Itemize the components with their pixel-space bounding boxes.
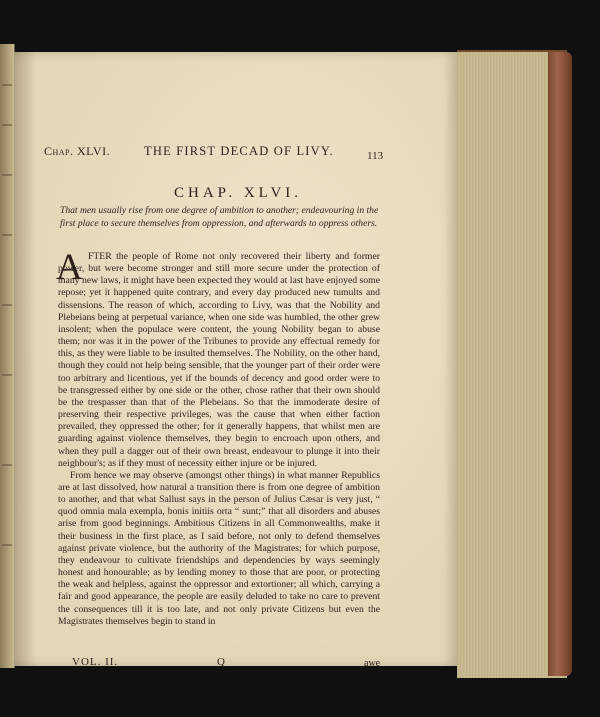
book-page: [14, 52, 457, 669]
volume-signature: VOL. II.: [72, 656, 119, 668]
book-cover: [548, 52, 572, 676]
paragraph-2: From hence we may observe (amongst other things) in what manner Republics are at last dissolved, how natural a transition there is from one degree of ambition to another, and that what Sallust says in the person of Julius Cæsar is very just, “ quod omnia mala exempla, bonis initiis orta “ sunt;” that all disorders and abuses arise from good beginnings. Ambitious Citizens in all Commonwealths, make it their business in the first place, as I said before, not only to defend themselves against private violence, but the authority of the Magistrates; for which purpose, they endeavour to cultivate friendships and dependencies by ways seemingly honest and honourable; as by lending money to those that are poor, or protecting the weak and helpless, against the oppressor and extortioner; all which, carrying a fair and good appearance, the people are easily deluded to take no care to prevent the consequences till it is too late, and not only private Citizens but even the Magistrates themselves begin to stand in: [58, 469, 380, 627]
running-header: [44, 144, 404, 162]
chapter-summary: That men usually rise from one degree of ambition to another; endeavouring in the first place to secure themselves from oppression, and afterwards to oppress others.: [60, 205, 379, 229]
gathering-signature: Q: [217, 656, 225, 668]
body-text: [56, 247, 380, 628]
running-chapter: Chap. XLVI.: [44, 144, 111, 158]
running-title: THE FIRST DECAD OF LIVY.: [144, 144, 334, 158]
facing-page-edge: [0, 44, 15, 668]
drop-cap: A: [56, 247, 83, 288]
chapter-heading: CHAP. XLVI.: [174, 185, 303, 201]
catchword: awe: [364, 658, 381, 669]
paragraph-1: FTER the people of Rome not only recovered their liberty and former power, but were become stronger and still more secure under the protection of many new laws, it might have been expected they would at last have enjoyed some repose; yet it happened quite contrary, and every day produced new tumults and dissensions. The reason of which, according to Livy, was that the Nobility and Plebeians being at perpetual variance, when one side was humbled, the other grew insolent; when the populace were content, the young Nobility began to abuse them; nor was it in the power of the Tribunes to provide any effectual remedy for this, as they were liable to be insulted themselves. The Nobility, on the other hand, though they could not help being sensible, that the younger part of their order were too arbitrary and licentious, yet if the bounds of decency and good order were to be transgressed either by one side or the other, chose rather that their own should be the trespasser than that of the Plebeians. So that the immoderate desire of preserving their respective privileges, was the cause that when either faction prevailed, they oppressed the other; for it generally happens, that whilst men are guarding against violence themselves, they begin to encroach upon others, and when they pull a dagger out of their own breast, endeavour to plunge it into their neighbour's; as if they must of necessity either injure or be injured.: [58, 251, 380, 469]
page-number: 113: [367, 150, 384, 162]
